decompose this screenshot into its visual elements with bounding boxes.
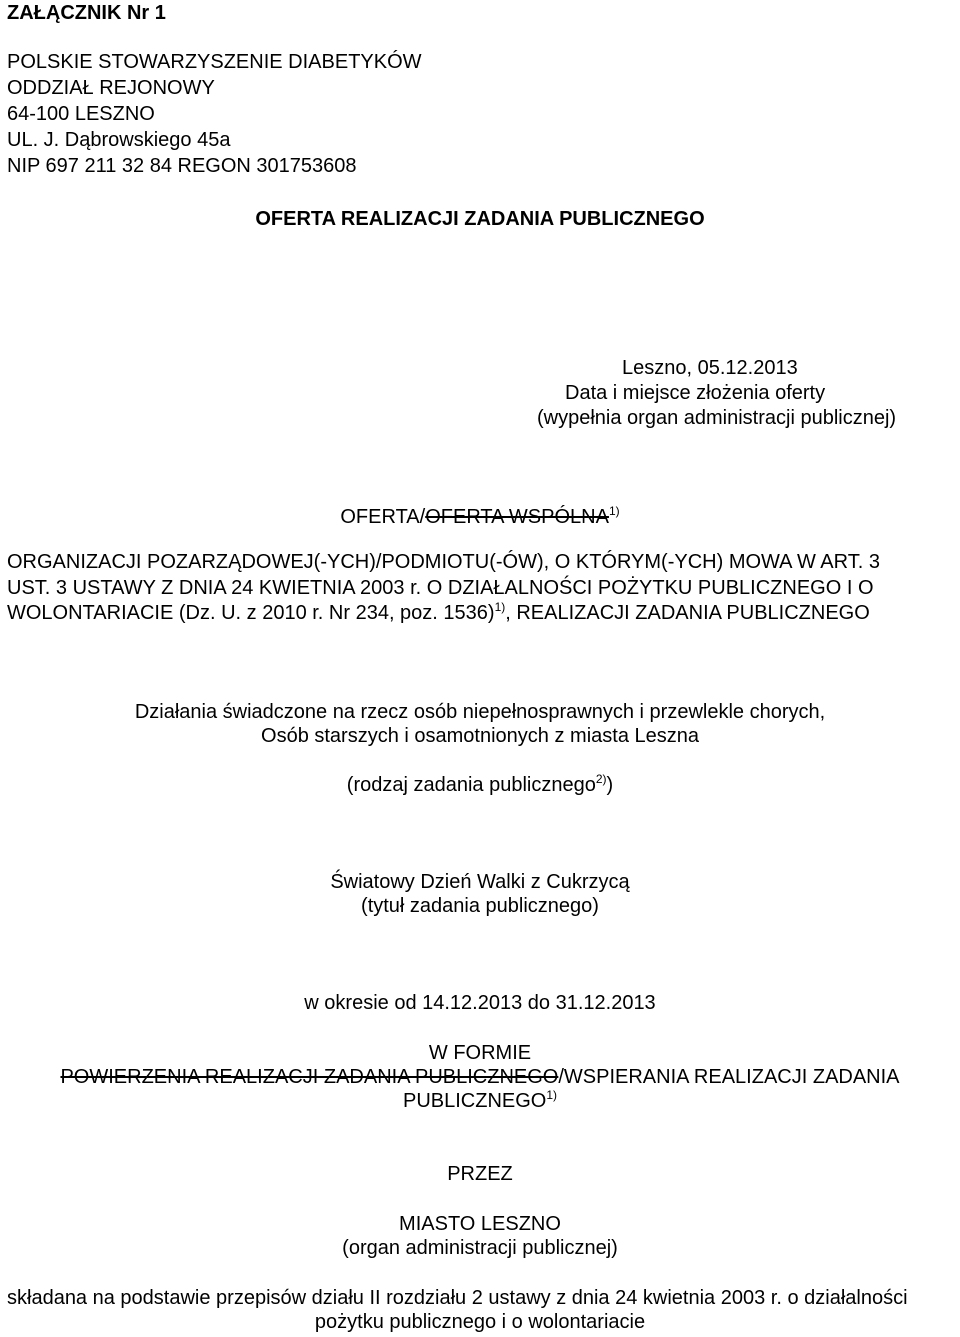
organization-branch: ODDZIAŁ REJONOWY [7, 77, 215, 99]
by-heading: PRZEZ [447, 1163, 513, 1185]
task-kind-label-end: ) [606, 774, 614, 796]
date-label: Data i miejsce złożenia oferty [565, 382, 826, 404]
offer-type [0, 505, 960, 529]
authority-label: (organ administracji publicznej) [342, 1237, 618, 1259]
task-title-label: (tytuł zadania publicznego) [361, 895, 599, 917]
organization-clause-line3 [7, 601, 870, 625]
organization-clause-line2: UST. 3 USTAWY Z DNIA 24 KWIETNIA 2003 r. O DZIAŁALNOŚCI POŻYTKU PUBLICZNEGO I O [7, 577, 874, 599]
task-kind-footnote: 2) [595, 772, 607, 786]
task-kind-label-text: (rodzaj zadania publicznego [346, 774, 596, 796]
offer-type-footnote: 1) [608, 504, 620, 518]
task-kind-label [0, 773, 960, 797]
task-title-value: Światowy Dzień Walki z Cukrzycą [330, 871, 630, 893]
document-title: OFERTA REALIZACJI ZADANIA PUBLICZNEGO [255, 208, 705, 230]
form-struck: POWIERZENIA REALIZACJI ZADANIA PUBLICZNEGO [60, 1066, 559, 1088]
legal-basis-line1: składana na podstawie przepisów działu II rozdziału 2 ustawy z dnia 24 kwietnia 2003 r. o działalności [7, 1287, 908, 1309]
legal-basis-line2: pożytku publicznego i o wolontariacie [314, 1311, 646, 1333]
authority-name: MIASTO LESZNO [399, 1213, 561, 1235]
form-heading: W FORMIE [428, 1042, 532, 1064]
offer-type-normal: OFERTA/ [340, 506, 426, 528]
task-kind-line1: Działania świadczone na rzecz osób niepełnosprawnych i przewlekle chorych, [134, 701, 826, 723]
date-note: (wypełnia organ administracji publicznej) [537, 407, 897, 429]
organization-clause-tail: , REALIZACJI ZADANIA PUBLICZNEGO [505, 602, 870, 624]
organization-ids: NIP 697 211 32 84 REGON 301753608 [7, 155, 357, 177]
organization-clause-line1: ORGANIZACJI POZARZĄDOWEJ(-YCH)/PODMIOTU(-ÓW), O KTÓRYM(-YCH) MOWA W ART. 3 [7, 551, 880, 573]
form-footnote: 1) [546, 1088, 558, 1102]
task-kind-line2: Osób starszych i osamotnionych z miasta Leszna [261, 725, 699, 747]
task-period: w okresie od 14.12.2013 do 31.12.2013 [304, 992, 656, 1014]
organization-clause-footnote: 1) [494, 600, 506, 614]
organization-clause-text: WOLONTARIACIE (Dz. U. z 2010 r. Nr 234, poz. 1536) [7, 602, 495, 624]
form-line2 [0, 1089, 960, 1113]
form-line2-text: PUBLICZNEGO [402, 1090, 547, 1112]
organization-name: POLSKIE STOWARZYSZENIE DIABETYKÓW [7, 51, 422, 73]
organization-street: UL. J. Dąbrowskiego 45a [7, 129, 231, 151]
form-normal: /WSPIERANIA REALIZACJI ZADANIA [558, 1066, 900, 1088]
form-line1 [0, 1065, 960, 1089]
place-date: Leszno, 05.12.2013 [622, 357, 798, 379]
attachment-title: ZAŁĄCZNIK Nr 1 [7, 2, 166, 24]
offer-type-struck: OFERTA WSPÓLNA [425, 506, 609, 528]
organization-postal: 64-100 LESZNO [7, 103, 155, 125]
